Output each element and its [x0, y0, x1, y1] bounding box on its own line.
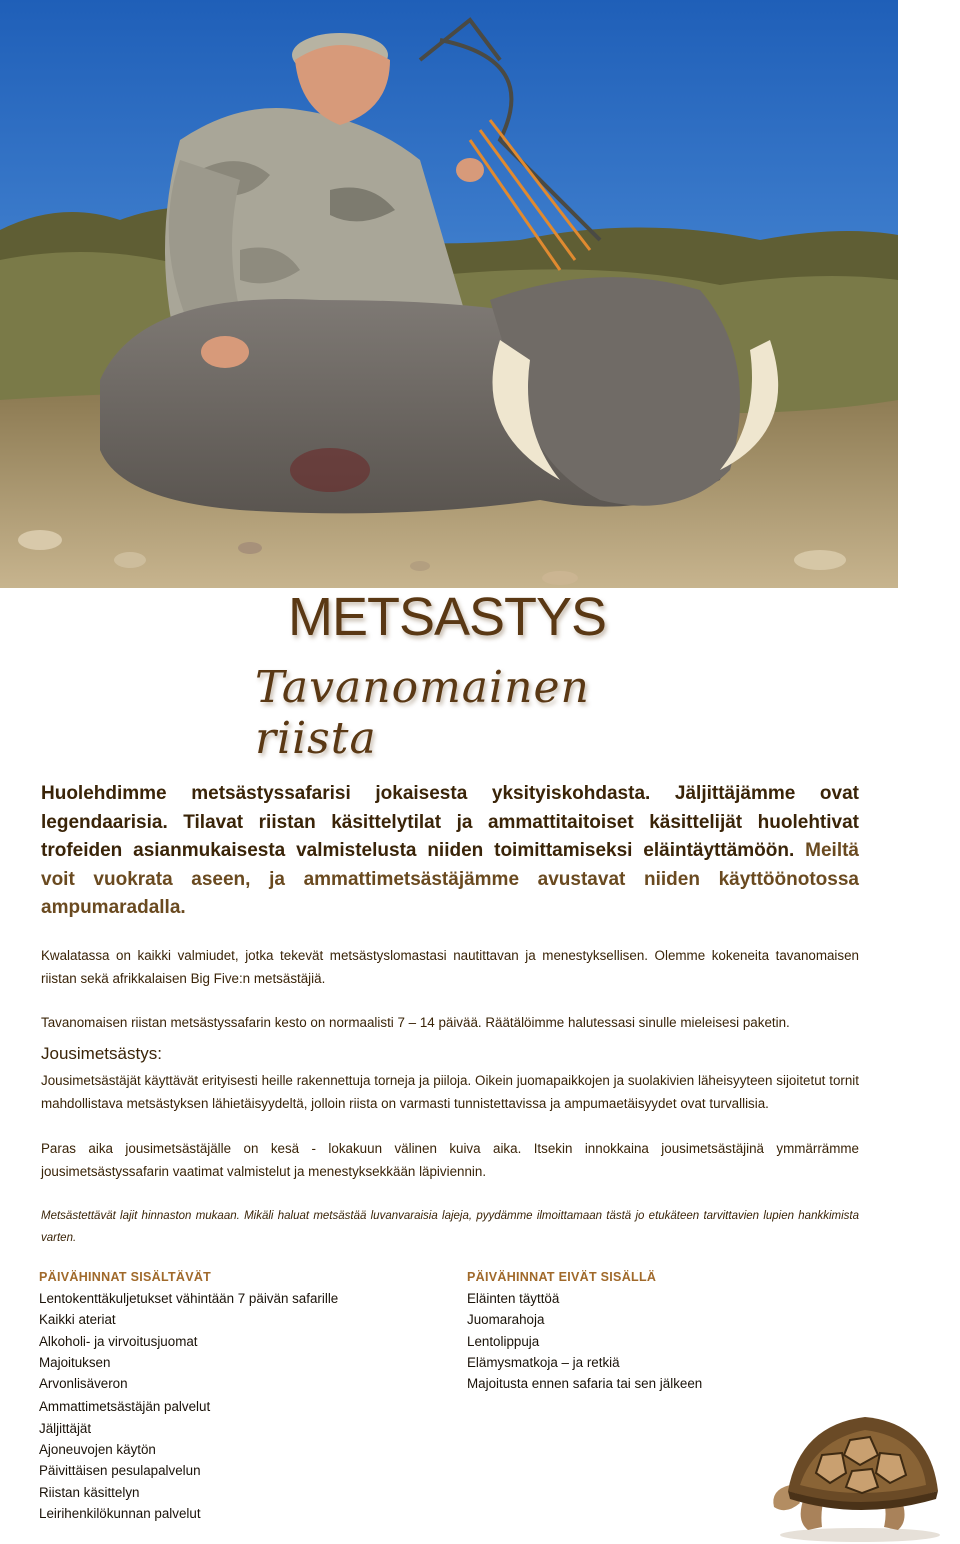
list-item: Ajoneuvojen käytön	[39, 1442, 156, 1458]
page-subtitle: Tavanomainen riista	[255, 662, 590, 764]
included-list-column	[39, 1266, 439, 1524]
hero-photo	[0, 0, 898, 588]
bowhunting-paragraph: Jousimetsästäjät käyttävät erityisesti heille rakennettuja torneja ja piiloja. Oikein juomapaikkojen ja suolakivien läheisyyteen sijoitetut tornit mahdollistava metsästyksen lähietäisyydeltä, jolloin riista on varmasti tunnistettavissa ja ampumaetäisyydet ovat turvallisia.	[41, 1073, 859, 1111]
tortoise-photo	[760, 1395, 960, 1544]
lead-paragraph	[41, 780, 859, 923]
hunter-with-warthog-photo-icon	[0, 0, 898, 588]
duration-paragraph: Tavanomaisen riistan metsästyssafarin kesto on normaalisti 7 – 14 päivää. Räätälöimme halutessasi sinulle mieleisesi paketin.	[41, 1015, 790, 1030]
list-item: Majoitusta ennen safaria tai sen jälkeen	[467, 1376, 703, 1392]
list-item: Kaikki ateriat	[39, 1312, 116, 1328]
page-title: METSASTYS	[288, 587, 607, 647]
list-item: Jäljittäjät	[39, 1420, 92, 1436]
bowhunting-heading: Jousimetsästys:	[41, 1044, 162, 1063]
tortoise-icon	[760, 1395, 960, 1544]
included-heading: PÄIVÄHINNAT SISÄLTÄVÄT	[39, 1270, 212, 1284]
list-item: Eläinten täyttöä	[467, 1291, 560, 1306]
list-item: Lentokenttäkuljetukset vähintään 7 päivän safarille	[39, 1291, 339, 1306]
intro-paragraph: Kwalatassa on kaikki valmiudet, jotka tekevät metsästyslomastasi nautittavan ja menestyksellisen. Olemme kokeneita tavanomaisen riistan sekä afrikkalaisen Big Five:n metsästäjiä.	[41, 948, 859, 986]
list-item: Arvonlisäveron	[39, 1376, 128, 1392]
lead-part-2: Meiltä voit vuokrata aseen, ja ammattimetsästäjämme avustavat niiden käyttöönotossa ampumaradalla.	[41, 840, 859, 918]
species-note: Metsästettävät lajit hinnaston mukaan. Mikäli haluat metsästää luvanvaraisia lajeja, pyydämme ilmoittamaan tästä jo etukäteen tarvittavien lupien hankkimista varten.	[41, 1210, 859, 1244]
list-item: Juomarahoja	[467, 1312, 545, 1328]
excluded-list	[467, 1288, 847, 1394]
list-item: Majoituksen	[39, 1354, 111, 1370]
lead-part-1: Huolehdimme metsästyssafarisi jokaisesta yksityiskohdasta. Jäljittäjämme ovat legendaarisia. Tilavat riistan käsittelytilat ja ammattitaitoiset käsittelijät huolehtivat trofeiden asianmukaisesta valmistelusta niiden toimittamiseksi eläintäyttämöön.	[41, 783, 859, 861]
bowhunting-season-paragraph: Paras aika jousimetsästäjälle on kesä - lokakuun välinen kuiva aika. Itsekin innokkaina jousimetsästäjinä ymmärrämme jousimetsästyssafarin vaatimat valmistelut ja menestyksekkään läpiviennin.	[41, 1141, 859, 1179]
list-item: Päivittäisen pesulapalvelun	[39, 1463, 201, 1479]
excluded-list-column	[467, 1266, 847, 1394]
list-item: Ammattimetsästäjän palvelut	[39, 1399, 211, 1415]
list-item: Leirihenkilökunnan palvelut	[39, 1505, 201, 1521]
list-item: Riistan käsittelyn	[39, 1484, 140, 1500]
list-item: Lentolippuja	[467, 1333, 540, 1349]
list-item: Alkoholi- ja virvoitusjuomat	[39, 1333, 198, 1349]
included-list	[39, 1288, 439, 1524]
list-item: Elämysmatkoja – ja retkiä	[467, 1354, 620, 1370]
excluded-heading: PÄIVÄHINNAT EIVÄT SISÄLLÄ	[467, 1270, 657, 1284]
